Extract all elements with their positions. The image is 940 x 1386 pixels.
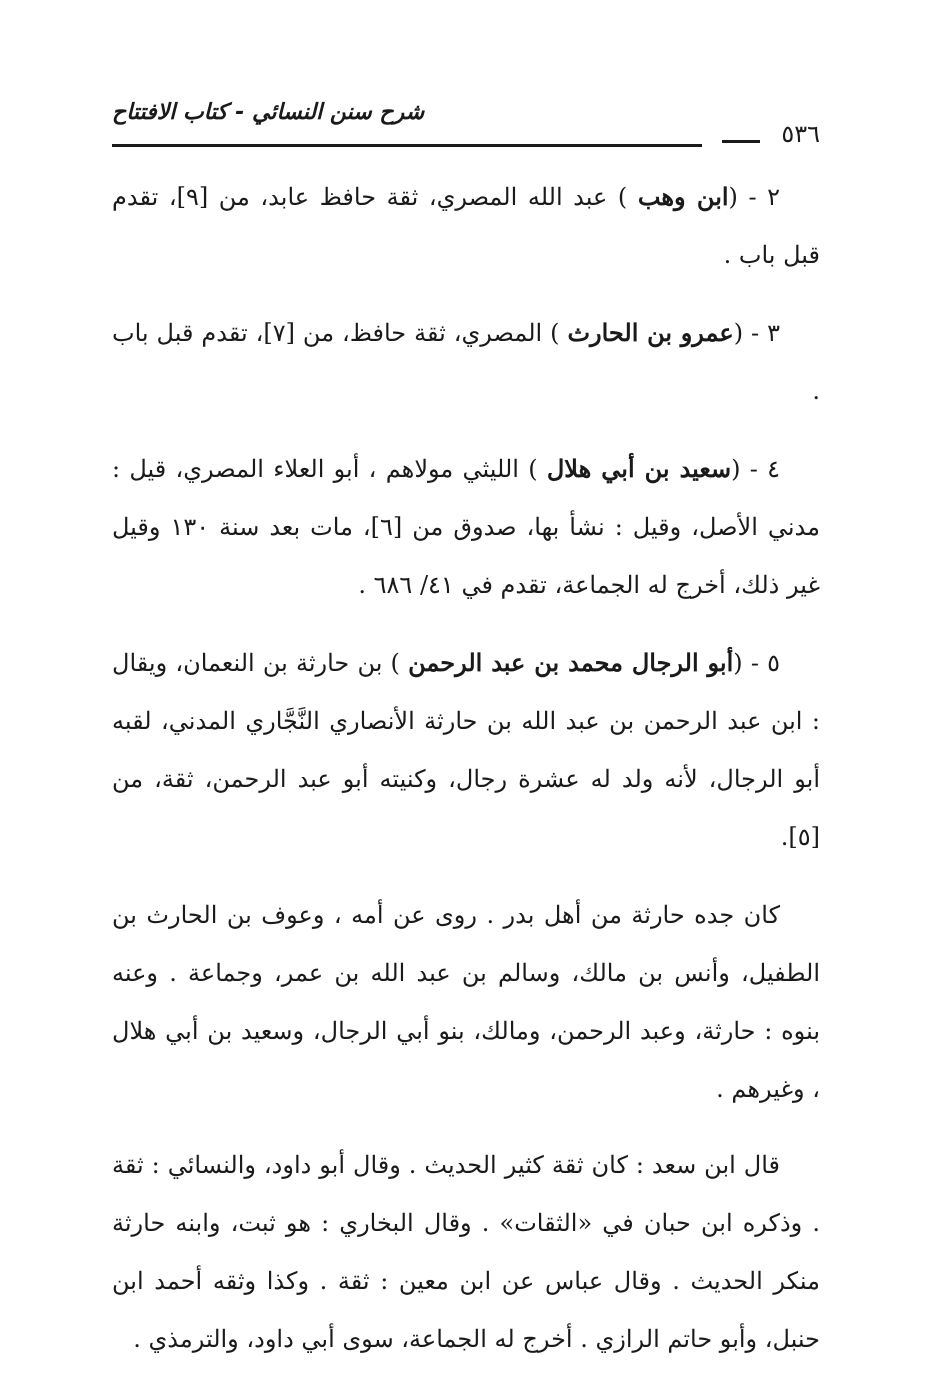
- narrator-entry-3: [112, 304, 820, 420]
- entry-text: ) عبد الله المصري، ثقة حافظ عابد، من [٩]، تقدم قبل باب .: [112, 183, 820, 269]
- page-header: [112, 100, 820, 152]
- entry-prefix: ٤ - (: [731, 455, 780, 483]
- entry-text: ) بن حارثة بن النعمان، ويقال : ابن عبد الرحمن بن عبد الله بن حارثة الأنصاري النَّجَّاري المدني، لقبه أبو الرجال، لأنه ولد له عشرة رجال، وكنيته أبو عبد الرحمن، ثقة، من [٥].: [112, 649, 820, 851]
- body-paragraph: قال ابن سعد : كان ثقة كثير الحديث . وقال أبو داود، والنسائي : ثقة . وذكره ابن حبان في «الثقات» . وقال البخاري : هو ثبت، وابنه حارثة منكر الحديث . وقال عباس عن ابن معين : ثقة . وكذا وثقه أحمد ابن حنبل، وأبو حاتم الرازي . أخرج له الجماعة، سوى أبي داود، والترمذي .: [112, 1151, 820, 1353]
- page-number-dash: [722, 140, 760, 143]
- narrator-entry-2: [112, 168, 820, 284]
- header-rule: [112, 144, 702, 147]
- entry-prefix: ٥ - (: [733, 649, 780, 677]
- narrator-name: أبو الرجال محمد بن عبد الرحمن: [408, 648, 734, 677]
- page-body: [112, 168, 820, 1386]
- narrator-entry-5: [112, 634, 820, 866]
- narrator-name: سعيد بن أبي هلال: [546, 454, 732, 483]
- narrator-name: عمرو بن الحارث: [567, 318, 734, 347]
- page-number: ٥٣٦: [781, 120, 820, 148]
- entry-text: ) الليثي مولاهم ، أبو العلاء المصري، قيل : مدني الأصل، وقيل : نشأ بها، صدوق من [٦]، مات بعد سنة ١٣٠ وقيل غير ذلك، أخرج له الجماعة، تقدم في ٤١/ ٦٨٦ .: [112, 455, 820, 599]
- entry-prefix: ٣ - (: [733, 319, 780, 347]
- entry-prefix: ٢ - (: [728, 183, 781, 211]
- narrator-entry-4: [112, 440, 820, 614]
- running-title: شرح سنن النسائي - كتاب الافتتاح: [112, 100, 425, 125]
- narrator-name: ابن وهب: [637, 182, 729, 211]
- entry-text: ) المصري، ثقة حافظ، من [٧]، تقدم قبل باب .: [112, 319, 820, 405]
- body-paragraph: كان جده حارثة من أهل بدر . روى عن أمه ، وعوف بن الحارث بن الطفيل، وأنس بن مالك، وسالم بن عبد الله بن عمر، وجماعة . وعنه بنوه : حارثة، وعبد الرحمن، ومالك، بنو أبي الرجال، وسعيد بن أبي هلال ، وغيرهم .: [112, 901, 820, 1103]
